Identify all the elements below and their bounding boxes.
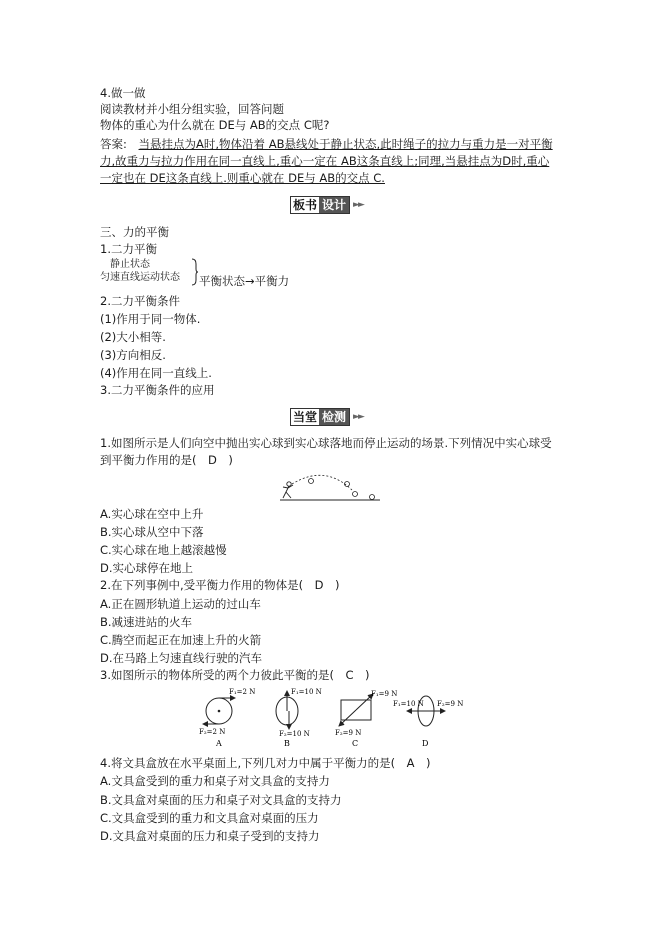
- force-diagram-figure: [195, 685, 485, 750]
- q3-stem: 3.如图所示的物体所受的两个力彼此平衡的是( C ): [100, 668, 370, 682]
- q2-option-c: C.腾空而起正在加速上升的火箭: [100, 633, 262, 647]
- answer-line-2: 力,故重力与拉力作用在同一直线上,重心一定在 AB这条直线上;同理,当悬挂点为D时,重心: [100, 154, 550, 168]
- answer-text-1: 当悬挂点为A时,物体沿着 AB悬线处于静止状态,此时绳子的拉力与重力是一对平衡: [138, 137, 553, 151]
- double-arrow-icon: ►►: [353, 200, 363, 210]
- q4-option-d: D.文具盒对桌面的压力和桌子受到的支持力: [100, 829, 320, 843]
- fig-d-f2: F₂=9 N: [437, 700, 464, 708]
- fig-a-label: A: [216, 739, 222, 748]
- condition-2: (2)大小相等.: [100, 330, 166, 344]
- q1-option-c: C.实心球在地上越滚越慢: [100, 543, 227, 557]
- answer-prefix: 答案:: [100, 137, 127, 151]
- double-arrow-icon: ►►: [353, 412, 363, 422]
- board-item-2: 2.二力平衡条件: [100, 294, 180, 308]
- brace-icon: [191, 258, 199, 286]
- answer-line-3: 一定也在 DE这条直线上.则重心就在 DE与 AB的交点 C.: [100, 171, 385, 185]
- q4-stem: 4.将文具盒放在水平桌面上,下列几对力中属于平衡力的是( A ): [100, 756, 431, 770]
- board-design-banner: [290, 196, 363, 214]
- fig-b-f2: F₂=10 N: [279, 730, 310, 738]
- q2-option-b: B.减速进站的火车: [100, 615, 193, 629]
- figure-b: [276, 688, 322, 748]
- figure-c: [335, 690, 397, 748]
- fig-a-f1: F₁=2 N: [229, 688, 256, 696]
- banner-part-b: 检测: [319, 409, 349, 425]
- q1-option-a: A.实心球在空中上升: [100, 507, 204, 521]
- answer-line-1: [100, 137, 553, 152]
- fig-a-f2: F₂=2 N: [199, 728, 226, 736]
- banner-part-a: 当堂: [293, 410, 318, 424]
- fig-c-f2: F₂=9 N: [335, 729, 362, 737]
- state-bottom: 匀速直线运动状态: [100, 272, 180, 283]
- condition-1: (1)作用于同一物体.: [100, 312, 201, 326]
- fig-b-f1: F₁=10 N: [291, 688, 322, 696]
- board-item-3: 3.二力平衡条件的应用: [100, 383, 215, 397]
- banner-part-b: 设计: [319, 197, 349, 213]
- instruction-text: 阅读教材并小组分组实验，回答问题: [100, 102, 284, 116]
- q1-stem-line-1: 1.如图所示是人们向空中抛出实心球到实心球落地而停止运动的场景.下列情况中实心球受: [100, 436, 552, 450]
- fig-c-f1: F₁=9 N: [371, 690, 398, 698]
- fig-d-f1: F₁=10 N: [393, 700, 424, 708]
- fig-b-label: B: [284, 739, 290, 748]
- fig-c-label: C: [352, 739, 359, 748]
- class-test-banner: [290, 408, 363, 426]
- figure-a: [199, 688, 255, 748]
- shot-put-figure: [280, 470, 380, 502]
- q4-option-b: B.文具盒对桌面的压力和桌子对文具盒的支持力: [100, 793, 342, 807]
- q2-option-a: A.正在圆形轨道上运动的过山车: [100, 597, 261, 611]
- q1-option-b: B.实心球从空中下落: [100, 525, 204, 539]
- fig-d-label: D: [422, 739, 429, 748]
- q1-stem-line-2: 到平衡力作用的是( D ): [100, 453, 233, 467]
- question-text: 物体的重心为什么就在 DE与 AB的交点 C呢?: [100, 118, 330, 132]
- state-top: 静止状态: [110, 259, 150, 270]
- q1-option-d: D.实心球停在地上: [100, 561, 194, 575]
- section-title: 4.做一做: [100, 86, 146, 100]
- q2-option-d: D.在马路上匀速直线行驶的汽车: [100, 651, 263, 665]
- board-heading: 三、力的平衡: [100, 225, 169, 239]
- board-item-1: 1.二力平衡: [100, 242, 157, 256]
- q4-option-c: C.文具盒受到的重力和文具盒对桌面的压力: [100, 811, 319, 825]
- banner-part-a: 板书: [293, 198, 318, 212]
- q2-stem: 2.在下列事例中,受平衡力作用的物体是( D ): [100, 578, 340, 592]
- state-result: 平衡状态→平衡力: [199, 274, 290, 288]
- condition-4: (4)作用在同一直线上.: [100, 366, 212, 380]
- q4-option-a: A.文具盒受到的重力和桌子对文具盒的支持力: [100, 774, 330, 788]
- figure-d: [393, 696, 463, 748]
- condition-3: (3)方向相反.: [100, 348, 166, 362]
